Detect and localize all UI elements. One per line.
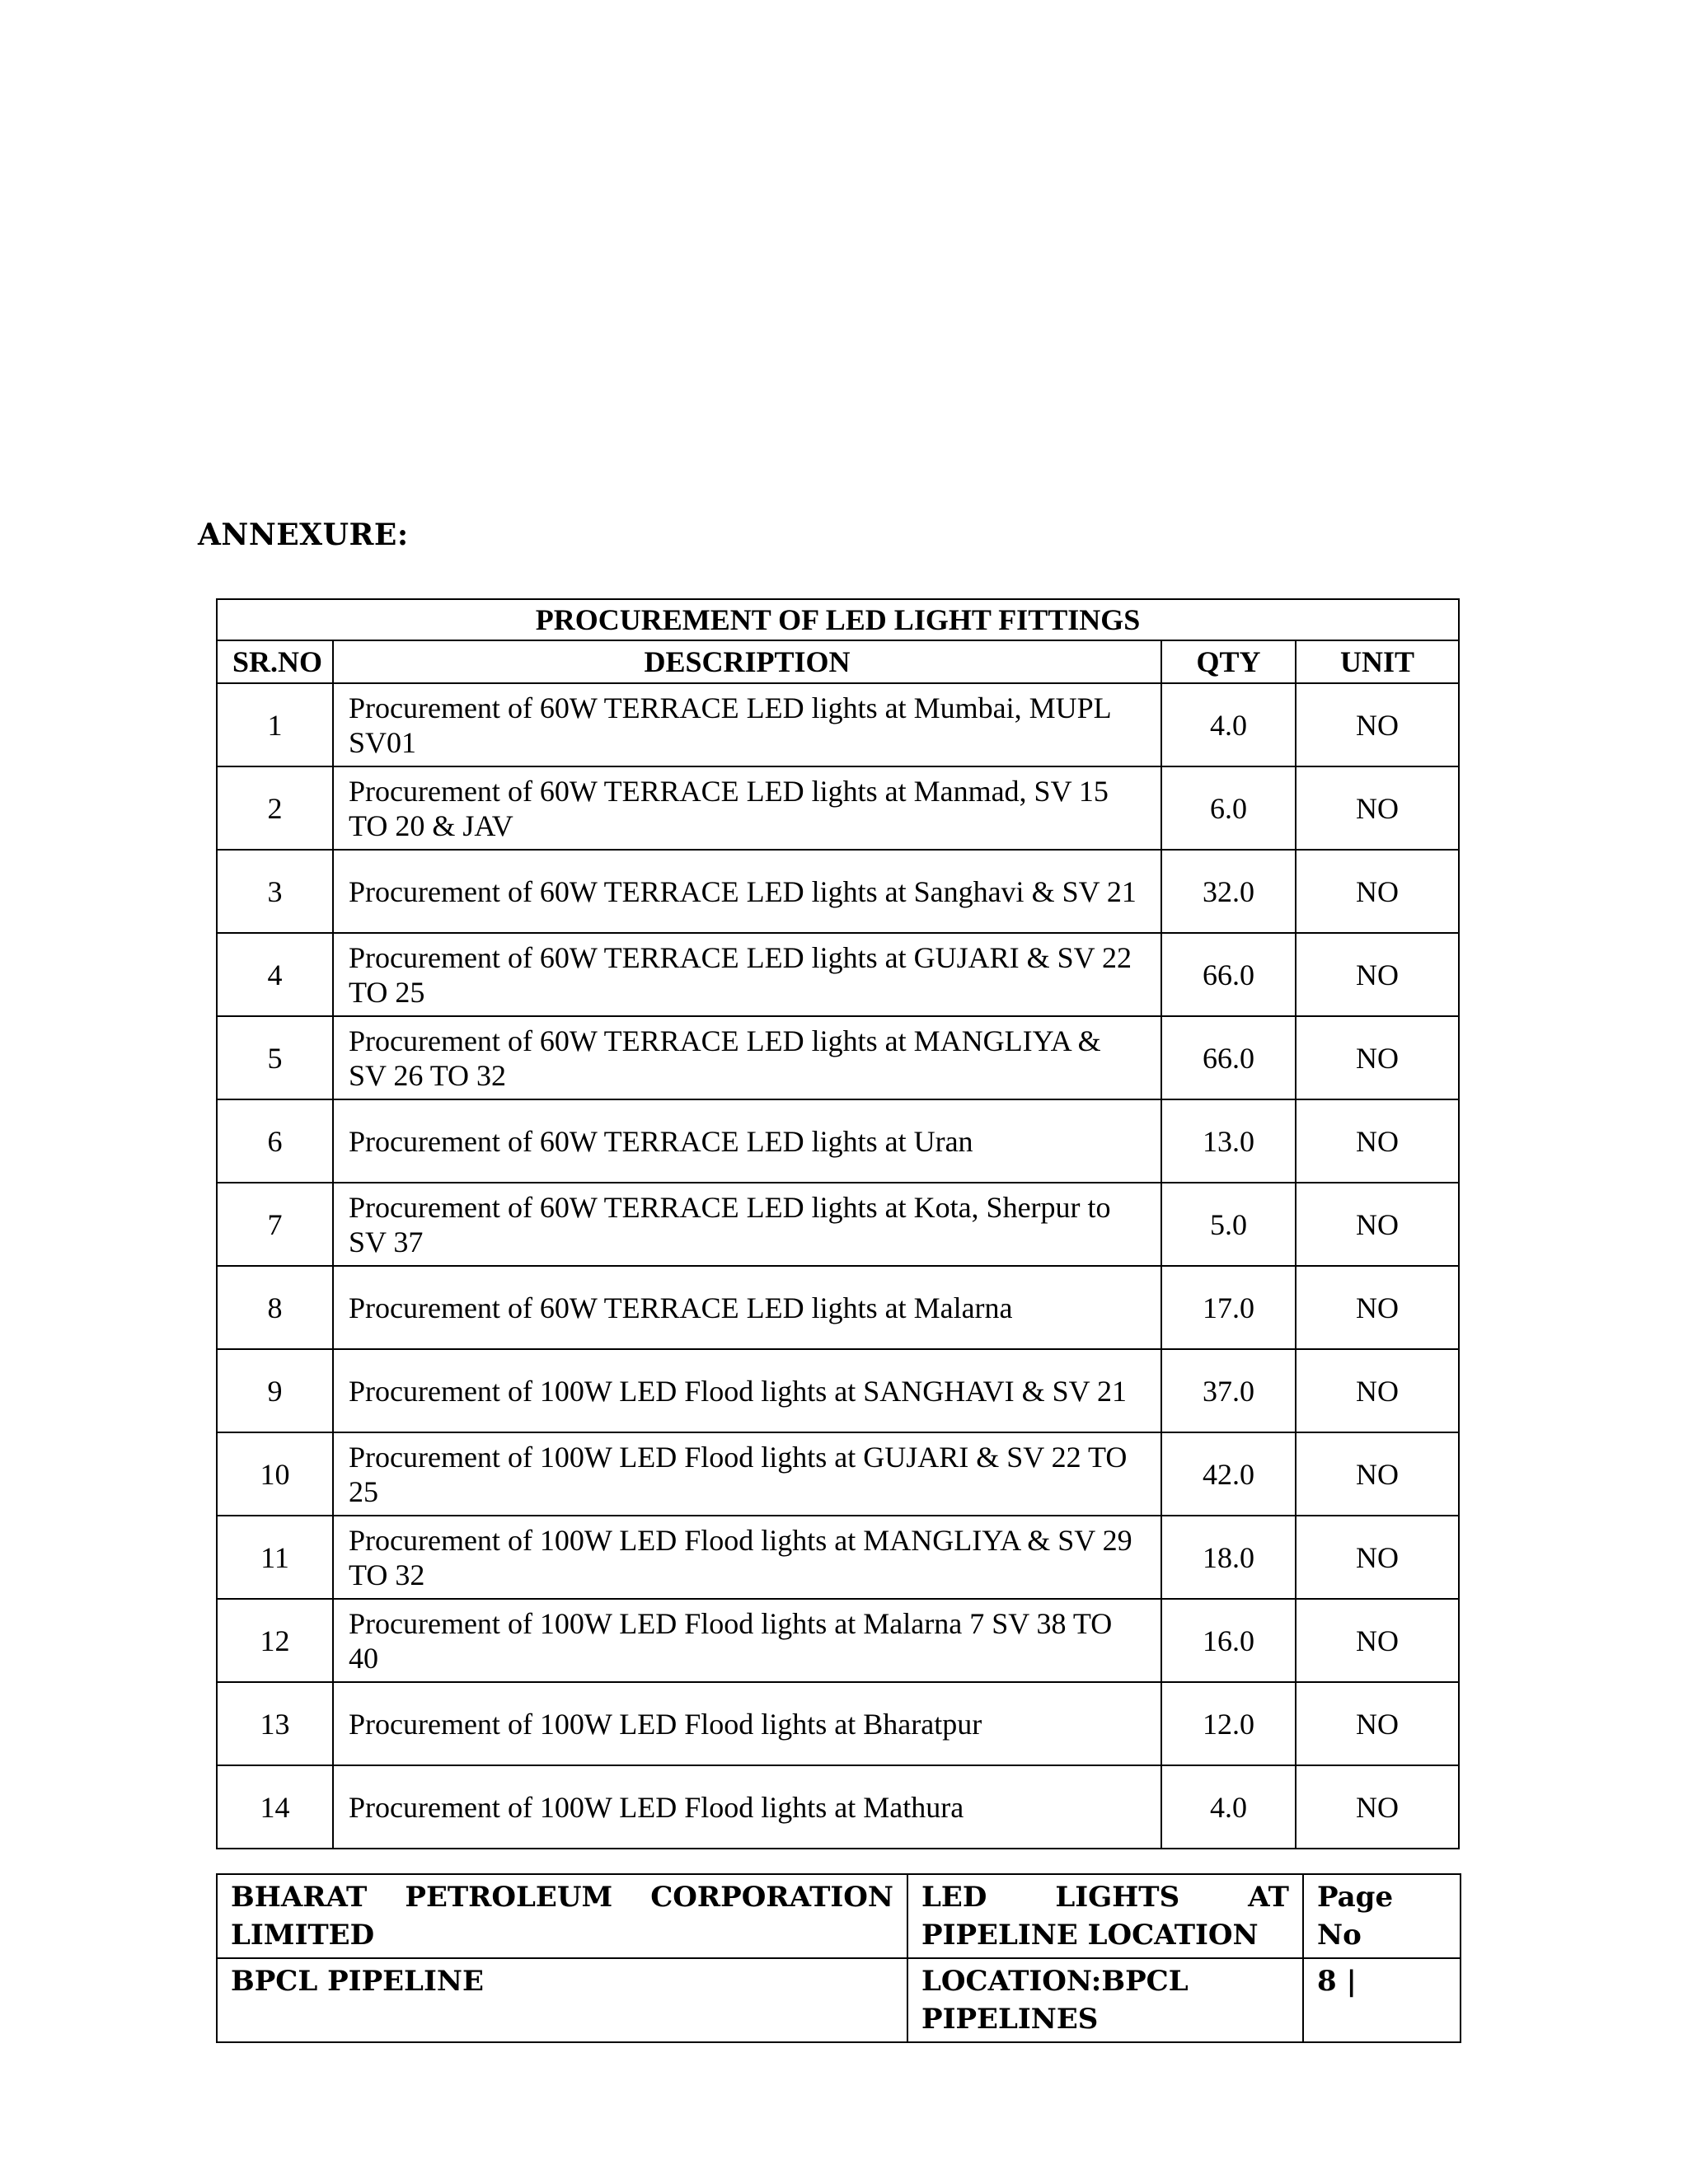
row-qty: 16.0 [1161,1599,1296,1682]
row-srno: 5 [217,1016,333,1099]
table-header-row [217,640,1459,683]
table-row [217,766,1459,850]
row-qty: 37.0 [1161,1349,1296,1432]
row-description: Procurement of 100W LED Flood lights at MANGLIYA & SV 29 TO 32 [333,1516,1161,1599]
row-unit: NO [1296,1432,1459,1516]
row-srno: 13 [217,1682,333,1765]
table-row [217,933,1459,1016]
footer-page-number: 8 | [1303,1958,1461,2042]
row-qty: 13.0 [1161,1099,1296,1183]
document-footer [216,1873,1461,2043]
table-row [217,1183,1459,1266]
row-qty: 5.0 [1161,1183,1296,1266]
row-unit: NO [1296,1099,1459,1183]
table-row [217,1516,1459,1599]
row-unit: NO [1296,1516,1459,1599]
row-qty: 42.0 [1161,1432,1296,1516]
row-qty: 6.0 [1161,766,1296,850]
row-srno: 9 [217,1349,333,1432]
row-srno: 4 [217,933,333,1016]
row-description: Procurement of 60W TERRACE LED lights at Mumbai, MUPL SV01 [333,683,1161,766]
row-unit: NO [1296,1266,1459,1349]
column-header-unit: UNIT [1296,640,1459,683]
row-qty: 17.0 [1161,1266,1296,1349]
footer-company: BHARAT PETROLEUM CORPORATION LIMITED [217,1874,907,1958]
row-srno: 8 [217,1266,333,1349]
row-unit: NO [1296,933,1459,1016]
procurement-table [216,598,1460,1849]
row-unit: NO [1296,1183,1459,1266]
row-unit: NO [1296,683,1459,766]
row-srno: 14 [217,1765,333,1849]
row-qty: 18.0 [1161,1516,1296,1599]
row-description: Procurement of 100W LED Flood lights at Mathura [333,1765,1161,1849]
row-description: Procurement of 60W TERRACE LED lights at Uran [333,1099,1161,1183]
row-unit: NO [1296,850,1459,933]
row-srno: 7 [217,1183,333,1266]
row-description: Procurement of 60W TERRACE LED lights at GUJARI & SV 22 TO 25 [333,933,1161,1016]
row-srno: 10 [217,1432,333,1516]
row-description: Procurement of 60W TERRACE LED lights at Manmad, SV 15 TO 20 & JAV [333,766,1161,850]
row-srno: 6 [217,1099,333,1183]
row-srno: 11 [217,1516,333,1599]
row-unit: NO [1296,1682,1459,1765]
row-srno: 2 [217,766,333,850]
table-row [217,1016,1459,1099]
row-qty: 66.0 [1161,933,1296,1016]
column-header-srno: SR.NO [217,640,333,683]
row-qty: 12.0 [1161,1682,1296,1765]
row-unit: NO [1296,1599,1459,1682]
column-header-description: DESCRIPTION [333,640,1161,683]
row-description: Procurement of 100W LED Flood lights at SANGHAVI & SV 21 [333,1349,1161,1432]
row-description: Procurement of 60W TERRACE LED lights at MANGLIYA & SV 26 TO 32 [333,1016,1161,1099]
table-row [217,683,1459,766]
footer-page-label: Page No [1303,1874,1461,1958]
footer-division: BPCL PIPELINE [217,1958,907,2042]
column-header-qty: QTY [1161,640,1296,683]
row-description: Procurement of 100W LED Flood lights at Bharatpur [333,1682,1161,1765]
table-row [217,850,1459,933]
table-row [217,1099,1459,1183]
row-unit: NO [1296,766,1459,850]
row-description: Procurement of 60W TERRACE LED lights at Malarna [333,1266,1161,1349]
row-unit: NO [1296,1016,1459,1099]
row-srno: 12 [217,1599,333,1682]
table-row [217,1765,1459,1849]
table-row [217,1599,1459,1682]
row-unit: NO [1296,1765,1459,1849]
table-row [217,1432,1459,1516]
row-srno: 3 [217,850,333,933]
row-unit: NO [1296,1349,1459,1432]
table-row [217,1682,1459,1765]
row-description: Procurement of 100W LED Flood lights at Malarna 7 SV 38 TO 40 [333,1599,1161,1682]
row-qty: 32.0 [1161,850,1296,933]
row-qty: 66.0 [1161,1016,1296,1099]
row-srno: 1 [217,683,333,766]
footer-location: LOCATION:BPCL PIPELINES [907,1958,1303,2042]
table-title: PROCUREMENT OF LED LIGHT FITTINGS [217,599,1459,640]
row-qty: 4.0 [1161,683,1296,766]
row-description: Procurement of 100W LED Flood lights at GUJARI & SV 22 TO 25 [333,1432,1161,1516]
table-row [217,1349,1459,1432]
row-description: Procurement of 60W TERRACE LED lights at Sanghavi & SV 21 [333,850,1161,933]
footer-project: LED LIGHTS AT PIPELINE LOCATION [907,1874,1303,1958]
row-qty: 4.0 [1161,1765,1296,1849]
annexure-heading: ANNEXURE: [198,518,409,552]
table-row [217,1266,1459,1349]
row-description: Procurement of 60W TERRACE LED lights at Kota, Sherpur to SV 37 [333,1183,1161,1266]
